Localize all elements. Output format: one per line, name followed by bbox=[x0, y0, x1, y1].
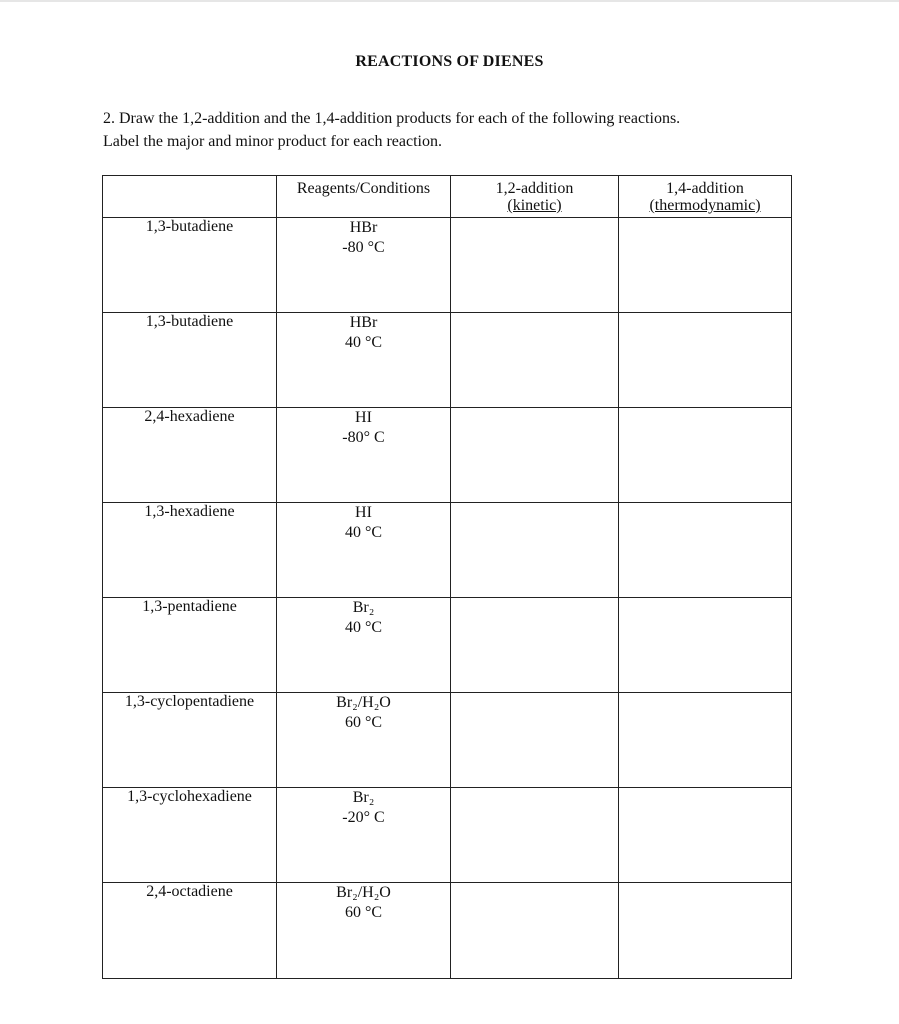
header-12-line2: (kinetic) bbox=[507, 197, 562, 214]
reagent: HI bbox=[355, 504, 372, 521]
header-14-line1: 1,4-addition bbox=[666, 180, 744, 197]
reactions-table bbox=[102, 175, 792, 979]
reagent: Br₂/H₂O bbox=[336, 884, 391, 901]
table-row bbox=[103, 503, 792, 598]
instructions bbox=[103, 107, 680, 153]
instruction-line-1: 2. Draw the 1,2-addition and the 1,4-addition products for each of the following reactions. bbox=[103, 110, 681, 127]
top-border bbox=[0, 0, 899, 2]
diene-cell: 1,3-butadiene bbox=[103, 218, 277, 313]
reagent: HI bbox=[355, 409, 372, 426]
header-reagents bbox=[277, 176, 451, 218]
answer-12-cell[interactable] bbox=[451, 883, 619, 979]
reagent-cell bbox=[277, 503, 451, 598]
reagent: Br₂/H₂O bbox=[336, 694, 391, 711]
condition: 40 °C bbox=[344, 524, 383, 541]
answer-14-cell[interactable] bbox=[619, 598, 792, 693]
answer-14-cell[interactable] bbox=[619, 503, 792, 598]
table-row bbox=[103, 788, 792, 883]
reagent-cell bbox=[277, 313, 451, 408]
diene-cell: 1,3-hexadiene bbox=[103, 503, 277, 598]
condition: -80° C bbox=[342, 429, 385, 446]
diene-cell: 1,3-cyclohexadiene bbox=[103, 788, 277, 883]
answer-12-cell[interactable] bbox=[451, 598, 619, 693]
answer-14-cell[interactable] bbox=[619, 218, 792, 313]
answer-12-cell[interactable] bbox=[451, 218, 619, 313]
header-14-line2: (thermodynamic) bbox=[649, 197, 761, 214]
diene-cell: 1,3-pentadiene bbox=[103, 598, 277, 693]
reagent-cell bbox=[277, 883, 451, 979]
reagent-cell bbox=[277, 408, 451, 503]
answer-14-cell[interactable] bbox=[619, 883, 792, 979]
reagent: Br₂ bbox=[352, 599, 375, 616]
table-header-row bbox=[103, 176, 792, 218]
instruction-line-2: Label the major and minor product for each reaction. bbox=[103, 133, 442, 150]
header-14-addition bbox=[619, 176, 792, 218]
diene-cell: 1,3-butadiene bbox=[103, 313, 277, 408]
condition: -20° C bbox=[342, 809, 385, 826]
condition: -80 °C bbox=[342, 239, 385, 256]
header-12-addition bbox=[451, 176, 619, 218]
answer-12-cell[interactable] bbox=[451, 788, 619, 883]
condition: 60 °C bbox=[344, 904, 383, 921]
answer-12-cell[interactable] bbox=[451, 503, 619, 598]
reagent-cell bbox=[277, 598, 451, 693]
diene-cell: 2,4-octadiene bbox=[103, 883, 277, 979]
reagent-cell bbox=[277, 788, 451, 883]
answer-12-cell[interactable] bbox=[451, 408, 619, 503]
diene-cell: 2,4-hexadiene bbox=[103, 408, 277, 503]
table-row bbox=[103, 313, 792, 408]
answer-14-cell[interactable] bbox=[619, 693, 792, 788]
header-reagents-label: Reagents/Conditions bbox=[296, 180, 431, 197]
table-row bbox=[103, 408, 792, 503]
table-row bbox=[103, 218, 792, 313]
condition: 40 °C bbox=[344, 619, 383, 636]
diene-cell: 1,3-cyclopentadiene bbox=[103, 693, 277, 788]
reagent: HBr bbox=[349, 314, 378, 331]
answer-14-cell[interactable] bbox=[619, 788, 792, 883]
table-row bbox=[103, 883, 792, 979]
reagent: Br₂ bbox=[352, 789, 375, 806]
header-diene bbox=[103, 176, 277, 218]
answer-12-cell[interactable] bbox=[451, 693, 619, 788]
table-row bbox=[103, 598, 792, 693]
condition: 40 °C bbox=[344, 334, 383, 351]
reagent-cell bbox=[277, 218, 451, 313]
condition: 60 °C bbox=[344, 714, 383, 731]
page-title: REACTIONS OF DIENES bbox=[355, 53, 544, 70]
reagent: HBr bbox=[349, 219, 378, 236]
table-row bbox=[103, 693, 792, 788]
header-12-line1: 1,2-addition bbox=[495, 180, 574, 197]
answer-14-cell[interactable] bbox=[619, 408, 792, 503]
reagent-cell bbox=[277, 693, 451, 788]
answer-12-cell[interactable] bbox=[451, 313, 619, 408]
answer-14-cell[interactable] bbox=[619, 313, 792, 408]
